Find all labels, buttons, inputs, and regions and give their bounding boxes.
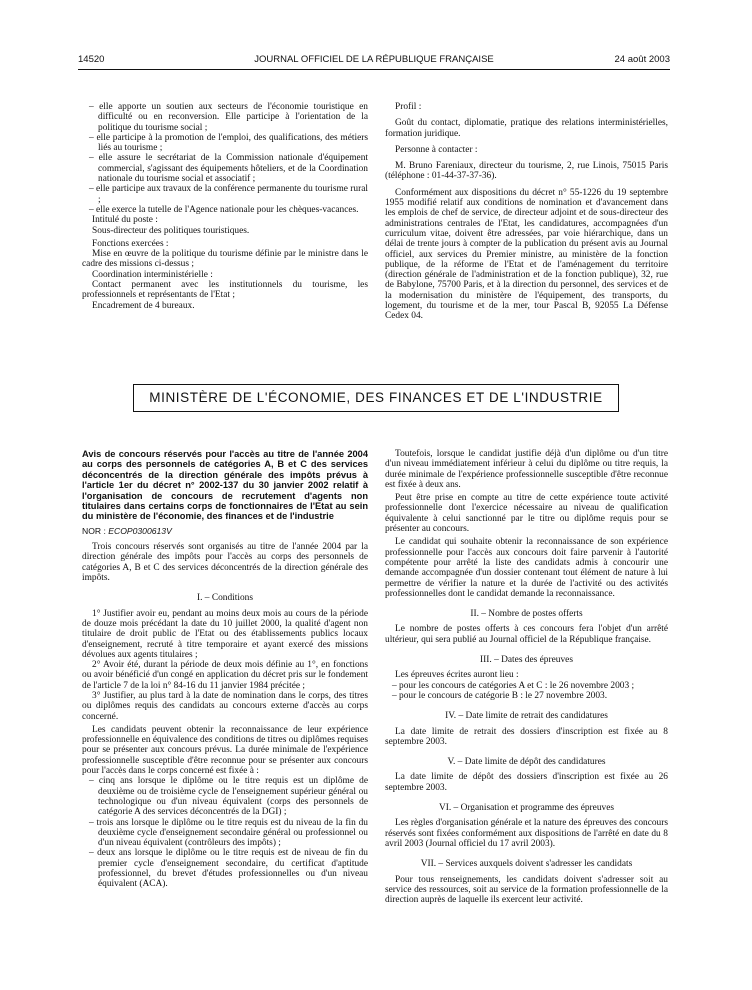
paragraph: La date limite de dépôt des dossiers d'inscription est fixée au 26 septembre 2003.	[385, 772, 668, 793]
list-item: – elle apporte un soutien aux secteurs de l'économie touristique en difficulté ou en reconversion. Elle participe à l'orientation de la politique du tourisme social ;	[89, 102, 368, 133]
paragraph: Intitulé du poste :	[92, 215, 158, 226]
list-item: – pour le concours de catégorie B : le 27 novembre 2003.	[392, 690, 608, 701]
paragraph: Profil :	[395, 102, 422, 112]
page-header	[78, 54, 670, 68]
section-heading: VII. – Services auxquels doivent s'adresser les candidats	[420, 859, 633, 870]
list-item: – elle assure le secrétariat de la Commission nationale d'équipement commercial, s'agissant des équipements hôteliers, et de la Coordination nationale du tourisme social et associatif ;	[89, 153, 368, 185]
paragraph: Pour tous renseignements, les candidats doivent s'adresser soit au service des ressources, soit au service de la formation professionnelle de la direction auprès de laquelle ils exercent leur activité.	[385, 874, 668, 906]
paragraph: Goût du contact, diplomatie, pratique des relations interministérielles, formation juridique.	[385, 118, 668, 139]
bottom-left-column	[82, 449, 368, 890]
header-rule	[78, 69, 670, 70]
paragraph: 3° Justifier, au plus tard à la date de nomination dans le corps, des titres ou diplômes requis des candidats au concours externe d'accès au corps concerné.	[82, 691, 368, 722]
list-item: – elle participe aux travaux de la conférence permanente du tourisme rural ;	[89, 184, 368, 205]
top-right-column	[385, 102, 668, 322]
list-item: – cinq ans lorsque le diplôme ou le titre requis est un diplôme de deuxième ou de troisième cycle de l'enseignement supérieur général ou technologique ou d'un niveau équivalent (corps des personnels de catégorie A des services déconcentrés de la DGI) ;	[89, 776, 368, 818]
list-item: – trois ans lorsque le diplôme ou le titre requis est du niveau de la fin du deuxième cycle d'enseignement secondaire général ou professionnel ou d'un niveau équivalent (contrôleurs des impôts) ;	[89, 817, 368, 849]
paragraph: Conformément aux dispositions du décret n° 55-1226 du 19 septembre 1955 modifié relatif aux conditions de nomination et d'avancement dans les emplois de chef de service, de directeur adjoint et de sous-directeur des administrations centrales de l'Etat, les candidatures, accompagnées d'un curriculum vitae, doivent être adressées, par voie hiérarchique, dans un délai de trente jours à compter de la publication du présent avis au Journal officiel, aux services du Premier ministre, au ministère de la fonction publique, de la réforme de l'Etat et de l'aménagement du territoire (direction générale de l'administration et de la fonction publique), 32, rue de Babylone, 75700 Paris, et à la direction du personnel, des services et de la modernisation du ministère de l'équipement, des transports, du logement, du tourisme et de la mer, tour Pascal B, 92055 La Défense Cedex 04.	[385, 187, 668, 322]
paragraph: La date limite de retrait des dossiers d'inscription est fixée au 8 septembre 2003.	[385, 726, 668, 747]
paragraph: Le nombre de postes offerts à ces concours fera l'objet d'un arrêté ultérieur, qui sera publié au Journal officiel de la République française.	[385, 624, 668, 645]
nor-label: NOR :	[82, 525, 106, 536]
nor-reference	[82, 526, 368, 536]
paragraph: 2° Avoir été, durant la période de deux mois définie au 1°, en fonctions ou avoir bénéficié d'un congé en application du décret pris sur le fondement de l'article 7 de la loi n° 84-16 du 11 janvier 1984 précitée ;	[82, 660, 368, 691]
list-item: – elle participe à la promotion de l'emploi, des qualifications, des métiers liés au tourisme ;	[89, 132, 368, 154]
paragraph: Fonctions exercées :	[92, 238, 169, 249]
section-heading: V. – Date limite de dépôt des candidatures	[447, 757, 606, 768]
paragraph: 1° Justifier avoir eu, pendant au moins deux mois au cours de la période de douze mois précédant la date du 10 juillet 2000, la qualité d'agent non titulaire de droit public de l'Etat ou des établissements publics locaux d'enseignement, recruté à titre temporaire et ayant exercé des missions dévolues aux agents titulaires ;	[82, 608, 368, 660]
paragraph: M. Bruno Fareniaux, directeur du tourisme, 2, rue Linois, 75015 Paris (téléphone : 01-44-37-37-36).	[385, 161, 668, 182]
notice-title: Avis de concours réservés pour l'accès au titre de l'année 2004 au corps des personnels de catégories A, B et C des services déconcentrés de la direction générale des impôts prévus à l'article 1er du décret n° 2002-137 du 30 janvier 2002 relatif à l'organisation de concours de recrutement d'agents non titulaires dans certains corps de fonctionnaires de l'Etat au sein du ministère de l'économie, des finances et de l'industrie	[82, 449, 368, 522]
paragraph: Personne à contacter :	[395, 144, 478, 155]
paragraph: Les épreuves écrites auront lieu :	[395, 670, 519, 681]
page-number: 14520	[78, 54, 105, 65]
bottom-left-body	[82, 542, 368, 890]
nor-code: ECOP0300613V	[108, 525, 172, 536]
paragraph: Le candidat qui souhaite obtenir la reconnaissance de son expérience professionnelle pour l'accès aux concours doit faire parvenir à l'autorité compétente pour arrêté la liste des candidats admis à concourir une demande accompagnée d'un dossier contenant tout élément de nature à lui permettre de vérifier la nature et la durée de l'activité ou des activités professionnelles dont le candidat demande la reconnaissance.	[385, 537, 668, 599]
section-heading: IV. – Date limite de retrait des candidatures	[445, 711, 608, 722]
list-item: – deux ans lorsque le diplôme ou le titre requis est de niveau de fin du premier cycle d'enseignement secondaire, du certificat d'aptitude professionnel, du brevet d'études professionnelles ou d'un niveau équivalent (ACA).	[89, 848, 368, 890]
paragraph: Coordination interministérielle :	[92, 269, 213, 280]
section-heading: II. – Nombre de postes offerts	[470, 609, 583, 620]
paragraph: Sous-directeur des politiques touristiques.	[92, 225, 250, 236]
top-left-column	[82, 102, 368, 311]
ministry-banner: MINISTÈRE DE L'ÉCONOMIE, DES FINANCES ET DE L'INDUSTRIE	[133, 384, 619, 412]
paragraph: Toutefois, lorsque le candidat justifie déjà d'un diplôme ou d'un titre d'un niveau immédiatement inférieur à celui du diplôme ou titre requis, la durée minimale de l'expérience professionnelle susceptible d'être reconnue est fixée à deux ans.	[385, 449, 668, 490]
section-heading: III. – Dates des épreuves	[480, 655, 573, 666]
paragraph: Mise en œuvre de la politique du tourisme définie par le ministre dans le cadre des missions ci-dessus ;	[82, 249, 368, 270]
paragraph: Encadrement de 4 bureaux.	[92, 300, 195, 311]
list-item: – elle exerce la tutelle de l'Agence nationale pour les chèques-vacances.	[89, 204, 359, 215]
paragraph: Les candidats peuvent obtenir la reconnaissance de leur expérience professionnelle en équivalence des conditions de titres ou diplômes requises pour se présenter aux concours prévus. La durée minimale de l'expérience professionnelle susceptible d'être reconnue pour se présenter aux concours pour l'accès dans le corps concerné est fixée à :	[82, 724, 368, 777]
paragraph: Contact permanent avec les institutionnels du tourisme, les professionnels et représentants de l'Etat ;	[82, 280, 368, 301]
paragraph: Les règles d'organisation générale et la nature des épreuves des concours réservés sont fixées conformément aux dispositions de l'arrêté en date du 8 avril 2003 (Journal officiel du 17 avril 2003).	[385, 818, 668, 849]
issue-date: 24 août 2003	[614, 54, 670, 65]
list-item: – pour les concours de catégories A et C : le 26 novembre 2003 ;	[392, 680, 635, 691]
section-heading: VI. – Organisation et programme des épreuves	[438, 803, 615, 814]
bottom-right-column	[385, 449, 668, 905]
paragraph: Peut être prise en compte au titre de cette expérience toute activité professionnelle dont l'exercice nécessaire au niveau de qualification équivalente à celui sanctionné par le titre ou diplôme requis pour se présenter au concours.	[385, 493, 668, 535]
journal-title: JOURNAL OFFICIEL DE LA RÉPUBLIQUE FRANÇAISE	[254, 54, 494, 65]
paragraph: Trois concours réservés sont organisés au titre de l'année 2004 par la direction générale des impôts pour l'accès au corps des personnels de catégories A, B et C des services déconcentrés de la direction générale des impôts.	[82, 542, 368, 584]
section-heading: I. – Conditions	[197, 593, 253, 604]
